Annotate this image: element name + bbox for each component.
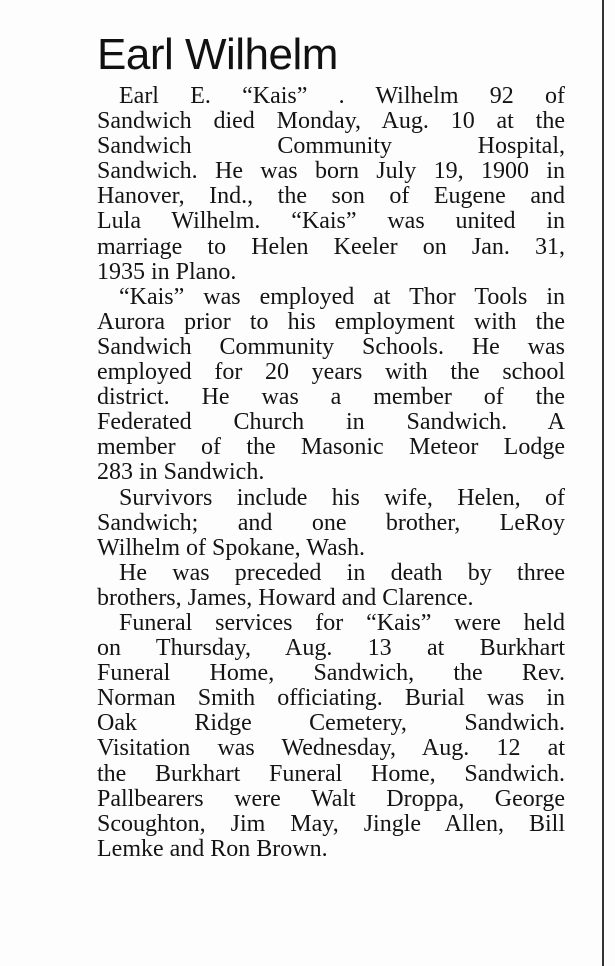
text-line: 1935 in Plano. [97, 258, 237, 285]
text-line: Scoughton, Jim May, Jingle Allen, Bill [97, 810, 565, 837]
headline: Earl Wilhelm [97, 30, 338, 79]
obituary-body [97, 84, 565, 862]
text-line: Wilhelm of Spokane, Wash. [97, 534, 365, 561]
text-line: on Thursday, Aug. 13 at Burkhart [97, 635, 565, 662]
text-line: Survivors include his wife, Helen, of [119, 484, 565, 511]
text-line: Aurora prior to his employment with the [97, 308, 565, 335]
text-line: Oak Ridge Cemetery, Sandwich. [97, 710, 565, 737]
text-line: “Kais” was employed at Thor Tools in [119, 283, 565, 310]
text-line: Sandwich. He was born July 19, 1900 in [97, 158, 565, 185]
text-line: Sandwich died Monday, Aug. 10 at the [97, 108, 565, 135]
text-line: Lemke and Ron Brown. [97, 835, 328, 862]
text-line: Norman Smith officiating. Burial was in [97, 685, 565, 712]
text-line: district. He was a member of the [97, 384, 565, 411]
text-line: brothers, James, Howard and Clarence. [97, 584, 474, 611]
text-line: Lula Wilhelm. “Kais” was united in [97, 208, 565, 235]
text-line: member of the Masonic Meteor Lodge [97, 434, 565, 461]
text-line: He was preceded in death by three [119, 559, 565, 586]
text-line: 283 in Sandwich. [97, 459, 265, 486]
text-line: Funeral services for “Kais” were held [119, 609, 565, 636]
text-line: Sandwich Community Hospital, [97, 133, 565, 160]
text-line: Sandwich; and one brother, LeRoy [97, 509, 565, 536]
text-line: the Burkhart Funeral Home, Sandwich. [97, 760, 565, 787]
text-line: Sandwich Community Schools. He was [97, 333, 565, 360]
text-line: Visitation was Wednesday, Aug. 12 at [97, 735, 565, 762]
text-line: Pallbearers were Walt Droppa, George [97, 785, 565, 812]
clipping-edge-line [602, 0, 604, 966]
text-line: Funeral Home, Sandwich, the Rev. [97, 660, 565, 687]
text-line: Hanover, Ind., the son of Eugene and [97, 183, 565, 210]
text-line: marriage to Helen Keeler on Jan. 31, [97, 233, 565, 260]
text-line: Earl E. “Kais” . Wilhelm 92 of [119, 83, 565, 109]
text-line: Federated Church in Sandwich. A [97, 409, 565, 436]
text-line: employed for 20 years with the school [97, 359, 565, 386]
